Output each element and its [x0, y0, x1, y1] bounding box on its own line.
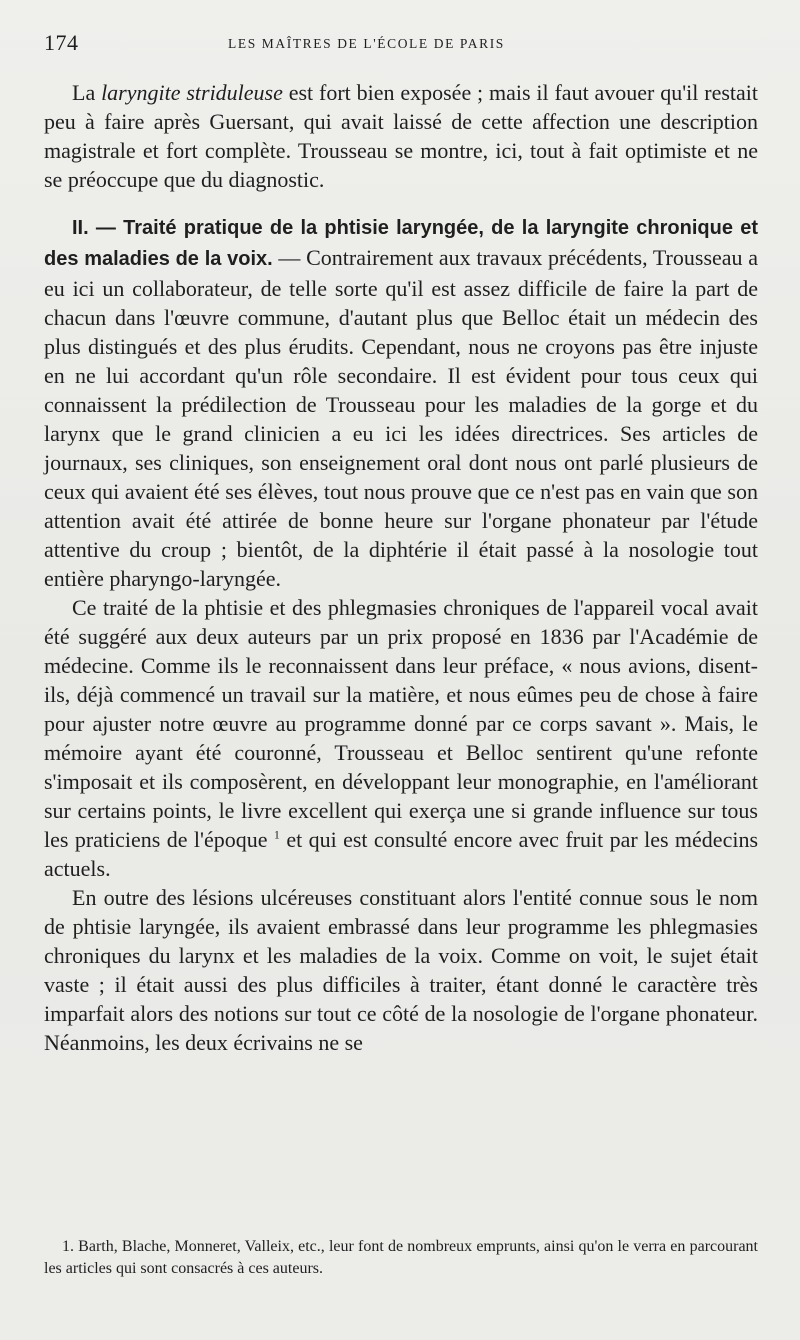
paragraph-1-text: est fort bien exposée ; mais il faut avouer qu'il restait peu à faire après Guersant, qui avait laissé de cette affection une description magistrale et fort complète. Trousseau se montre, ici, tout à fait optimiste et ne se préoccupe que du diagnostic. — [44, 80, 759, 192]
paragraph-3-text: Ce traité de la phtisie et des phlegmasies chroniques de l'appareil vocal avait été suggéré aux deux auteurs par un prix proposé en 1836 par l'Académie de médecine. Comme ils le reconnaissent dans leur préface, « nous avions, disent-ils, déjà commencé un travail sur la matière, et nous eûmes peu de chose à faire pour ajuster notre œuvre au programme donné par ce corps savant ». Mais, le mémoire ayant été couronné, Trousseau et Belloc sentirent qu'une refonte s'imposait et ils composèrent, en développant leur monographie, en l'améliorant sur certains points, le livre excellent qui exerça une si grande influence sur tous les praticiens de l'époque — [44, 595, 758, 852]
page-number: 174 — [44, 30, 79, 55]
page-header — [44, 30, 756, 60]
paragraph-traite — [44, 593, 758, 883]
paragraph-1-lead: La — [72, 80, 102, 105]
italic-term: laryngite striduleuse — [101, 80, 283, 105]
section-ii-heading: II. — Traité pratique de la phtisie laryngée, de la laryngite chronique et des maladies de la voix. — [44, 217, 758, 270]
paragraph-laryngite-striduleuse — [44, 78, 758, 194]
running-title: LES MAÎTRES DE L'ÉCOLE DE PARIS — [228, 36, 505, 51]
section-ii-paragraph — [44, 212, 758, 593]
footnote: 1. Barth, Blache, Monneret, Valleix, etc., leur font de nombreux emprunts, ainsi qu'on le verra en parcourant les articles qui sont consacrés à ces auteurs. — [44, 1238, 758, 1277]
paragraph-lesions: En outre des lésions ulcéreuses constituant alors l'entité connue sous le nom de phtisie laryngée, ils avaient embrassé dans leur programme les phlegmasies chroniques du larynx et les maladies de la voix. Comme on voit, le sujet était vaste ; il était aussi des plus difficiles à traiter, étant donné le caractère très imparfait alors des notions sur tout ce côté de la nosologie de l'organe phonateur. Néanmoins, les deux écrivains ne se — [44, 885, 758, 1055]
footnote-ref[interactable]: 1 — [273, 827, 280, 842]
body-text — [44, 78, 758, 1057]
section-ii-text: — Contrairement aux travaux précédents, Trousseau a eu ici un collaborateur, de telle sorte qu'il est assez difficile de faire la part de chacun dans l'œuvre commune, d'autant plus que Belloc était un médecin des plus distingués et des plus érudits. Cependant, nous ne croyons pas être injuste en ne lui accordant qu'un rôle secondaire. Il est évident pour tous ceux qui connaissent la prédilection de Trousseau pour les maladies de la gorge et du larynx que le grand clinicien a eu ici les idées directrices. Ses articles de journaux, ses cliniques, son enseignement oral dont nous ont parlé plusieurs de ceux qui avaient été ses élèves, tout nous prouve que ce n'est pas en vain que son attention avait été attirée de bonne heure sur l'organe phonateur par l'étude attentive du croup ; bientôt, de la diphtérie il était passé à la nosologie tout entière pharyngo-laryngée. — [44, 245, 758, 591]
paragraph-3-tail: et qui est consulté encore avec fruit par les médecins actuels. — [44, 827, 759, 881]
